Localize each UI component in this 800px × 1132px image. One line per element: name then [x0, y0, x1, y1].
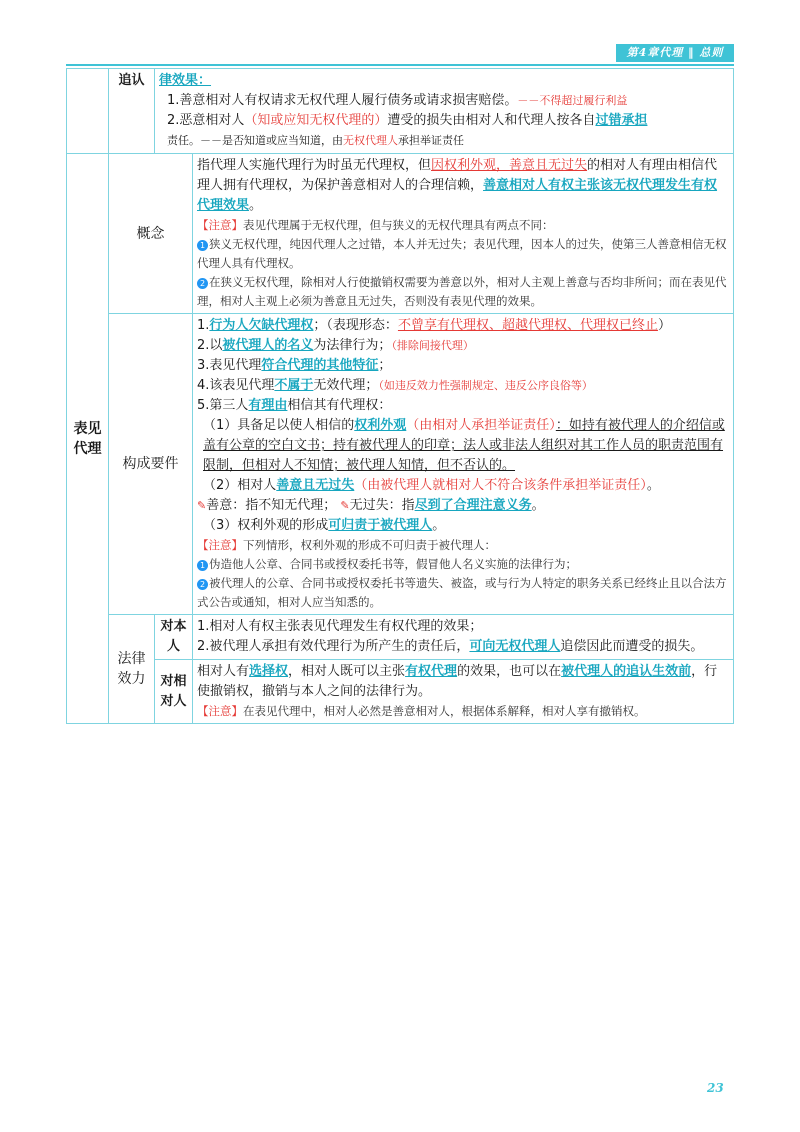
empty-cell [67, 69, 109, 154]
highlight: 因权利外观，善意且无过失 [431, 158, 588, 173]
text: 1. [197, 318, 210, 333]
sub-label-effect: 法律效力 [109, 615, 155, 724]
text: 无过失：指 [349, 498, 415, 513]
highlight: 符合代理的其他特征 [261, 358, 379, 373]
highlight: 不属于 [274, 378, 314, 393]
text: 追偿因此而遭受的损失。 [560, 639, 704, 654]
note-text: 狭义无权代理，纯因代理人之过错，本人并无过失；表见代理，因本人的过失，使第三人善意相信无权代理人具有代理权。 [197, 237, 727, 270]
text: 5.第三人 [197, 398, 249, 413]
text: 1.相对人有权主张表见代理发生有权代理的效果； [197, 619, 483, 634]
text: 4.该表见代理 [197, 378, 275, 393]
note-text: 被代理人的公章、合同书或授权委托书等遗失、被盗，或与行为人特定的职务关系已经终止且以合法方式公告或通知，相对人应当知悉的。 [197, 576, 727, 609]
row-elements [67, 314, 734, 615]
text: 承担举证责任 [398, 134, 464, 147]
sub-label-concept: 概念 [109, 154, 193, 314]
highlight: 善意且无过失 [276, 478, 355, 493]
sub-label-elements: 构成要件 [109, 314, 193, 615]
chapter-header: 第4章代理 ‖ 总则 [616, 44, 734, 62]
highlight: 无权代理人 [343, 134, 398, 147]
row-label-apparent-agency: 表见代理 [67, 154, 109, 724]
highlight: 尽到了合理注意义务 [414, 498, 532, 513]
text: ：如持有被代理人的介绍信或盖有公章的空白文书；持有被代理人的印章；法人或非法人组织对其工作人员的职责范围有限制，但相对人不知情；被代理人知情，但不否认的。 [203, 418, 725, 473]
text: 为法律行为； [313, 338, 392, 353]
text: （1）具备足以使人相信的 [203, 418, 355, 433]
number-1-icon: 1 [197, 560, 208, 571]
note-text: 在表见代理中，相对人必然是善意相对人，根据体系解释，相对人享有撤销权。 [243, 704, 646, 718]
text: ，行使撤销权，撤销与本人之间的法律行为。 [197, 664, 718, 699]
text: ；（表现形态： [313, 318, 398, 333]
note-tag: 【注意】 [197, 218, 243, 232]
note-tag: 【注意】 [197, 538, 243, 552]
text: 2.恶意相对人 [167, 113, 245, 128]
text: （2）相对人 [203, 478, 277, 493]
text: 3.表见代理 [197, 358, 262, 373]
page-number: 23 [707, 1081, 724, 1095]
ratification-content [155, 69, 734, 154]
text: 。 [646, 478, 660, 493]
row-concept [67, 154, 734, 314]
highlight: 不曾享有代理权、超越代理权、代理权已终止 [397, 318, 658, 333]
pencil-icon: ✎ [340, 499, 350, 512]
number-2-icon: 2 [197, 579, 208, 590]
row-label-ratification: 追认 [109, 69, 155, 154]
pencil-icon: ✎ [197, 499, 207, 512]
text: 2.被代理人承担有效代理行为所产生的责任后， [197, 639, 470, 654]
row-ratification [67, 69, 734, 154]
highlight: 善意相对人有权主张该无权代理发生有权代理效果 [197, 178, 718, 213]
highlight: （由相对人承担举证责任） [406, 418, 556, 433]
highlight: （知或应知无权代理的） [244, 113, 388, 128]
text: ； [378, 358, 392, 373]
text: 相信其有代理权： [287, 398, 392, 413]
principal-content [193, 615, 734, 660]
text: （3）权利外观的形成 [203, 518, 329, 533]
text: 责任。－－是否知道或应当知道，由 [167, 134, 343, 147]
highlight: 可归责于被代理人 [328, 518, 433, 533]
text: 1.善意相对人有权请求无权代理人履行债务或请求损害赔偿。 [167, 93, 518, 108]
note-text: 在狭义无权代理，除相对人行使撤销权需要为善意以外，相对人主观上善意与否均非所问；而在表见代理，相对人主观上必须为善意且无过失，否则没有表见代理的效果。 [197, 275, 727, 308]
highlight: 权利外观 [354, 418, 407, 433]
number-1-icon: 1 [197, 240, 208, 251]
label-to-principal: 对本人 [155, 615, 193, 660]
text: 善意：指不知无代理； [206, 498, 337, 513]
legal-effect-head: 律效果： [159, 73, 212, 88]
note-text: 表见代理属于无权代理，但与狭义的无权代理具有两点不同： [243, 218, 554, 232]
highlight: 选择权 [249, 664, 289, 679]
text: 。 [531, 498, 545, 513]
text: 无效代理； [313, 378, 379, 393]
highlight: 被代理人的追认生效前 [561, 664, 692, 679]
text: 2.以 [197, 338, 223, 353]
note: （排除间接代理） [391, 339, 474, 352]
text: 。 [432, 518, 446, 533]
text: ，相对人既可以主张 [288, 664, 406, 679]
text: 相对人有 [197, 664, 250, 679]
text: 的效果，也可以在 [457, 664, 562, 679]
text: 。 [249, 198, 263, 213]
text: 指代理人实施代理行为时虽无代理权，但 [197, 158, 432, 173]
concept-content [193, 154, 734, 314]
counterparty-content [193, 660, 734, 724]
text: 的相对人有理由相信代理人拥有代理权，为保护善意相对人的合理信赖， [197, 158, 718, 193]
highlight: （由被代理人就相对人不符合该条件承担举证责任） [354, 478, 647, 493]
text: 遭受的损失由相对人和代理人按各自 [387, 113, 596, 128]
number-2-icon: 2 [197, 278, 208, 289]
label-to-counterparty: 对相对人 [155, 660, 193, 724]
note: （如违反效力性强制规定、违反公序良俗等） [378, 379, 593, 392]
row-effect-counterparty [67, 660, 734, 724]
highlight: 有理由 [248, 398, 288, 413]
highlight: 有权代理 [405, 664, 458, 679]
highlight: 行为人欠缺代理权 [209, 318, 314, 333]
text: ） [657, 318, 671, 333]
row-effect-principal [67, 615, 734, 660]
header-rule [66, 64, 734, 66]
note: －－不得超过履行利益 [517, 94, 628, 107]
note-text: 伪造他人公章、合同书或授权委托书等，假冒他人名义实施的法律行为； [209, 557, 577, 571]
note-text: 下列情形，权利外观的形成不可归责于被代理人： [243, 538, 496, 552]
highlight: 过错承担 [595, 113, 648, 128]
highlight: 可向无权代理人 [469, 639, 561, 654]
highlight: 被代理人的名义 [222, 338, 314, 353]
note-tag: 【注意】 [197, 704, 243, 718]
elements-content [193, 314, 734, 615]
content-table [66, 68, 734, 724]
